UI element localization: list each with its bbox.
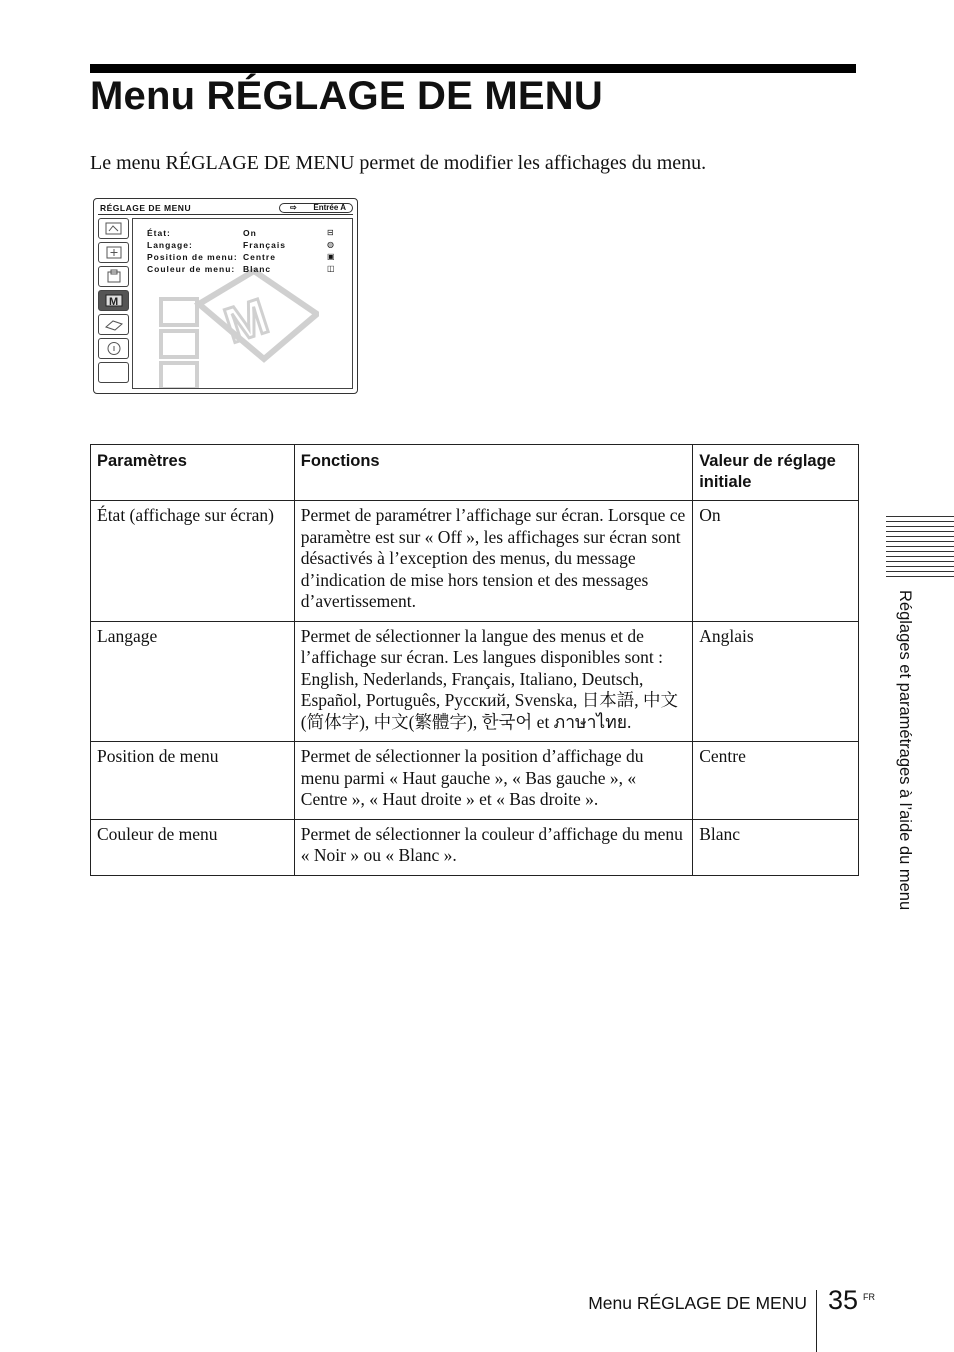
param-cell: Langage (91, 621, 295, 742)
value-cell: On (693, 501, 859, 622)
footer-divider (816, 1290, 817, 1352)
param-cell: État (affichage sur écran) (91, 501, 295, 622)
table-header-row (91, 445, 859, 501)
input-arrow-icon: ⇨ (290, 203, 297, 212)
osd-tab-column (98, 218, 131, 386)
function-cell: Permet de sélectionner la langue des menus et de l’affichage sur écran. Les langues disponibles sont : English, Nederlands, Français, Italiano, Deutsch, Español, Português, Pусский, Svenska, 日本語, 中文(简体字), 中文(繁體字), 한국어 et ภาษาไทย. (294, 621, 692, 742)
position-icon: ▣ (327, 252, 335, 261)
header-valeur: Valeur de réglage initiale (693, 445, 859, 501)
table-row (91, 621, 859, 742)
param-cell: Couleur de menu (91, 819, 295, 875)
color-icon: ◫ (327, 264, 335, 273)
adjust-tab-icon (98, 242, 129, 263)
blank-tab (98, 362, 129, 383)
header-fonctions: Fonctions (294, 445, 692, 501)
parameters-table (90, 444, 859, 876)
osd-row-couleur: Couleur de menu: Blanc (147, 264, 272, 274)
language-icon: ◍ (327, 240, 334, 249)
osd-row-langage: Langage: Français (147, 240, 286, 250)
info-tab-icon (98, 338, 129, 359)
intro-text: Le menu RÉGLAGE DE MENU permet de modifier les affichages du menu. (90, 152, 707, 174)
side-chapter-label: Réglages et paramétrages à l’aide du menu (896, 590, 914, 911)
osd-row-etat: État: On (147, 228, 257, 238)
osd-divider (98, 214, 353, 215)
input-tab-icon (98, 266, 129, 287)
installation-tab-icon (98, 314, 129, 335)
menu-setting-tab-icon (98, 290, 129, 311)
page-title: Menu RÉGLAGE DE MENU (90, 74, 603, 118)
menu-watermark-icon (159, 259, 319, 389)
osd-header: RÉGLAGE DE MENU (100, 203, 192, 213)
table-row (91, 742, 859, 820)
header-parametres: Paramètres (91, 445, 295, 501)
osd-input-indicator (279, 203, 353, 213)
osd-row-position: Position de menu: Centre (147, 252, 276, 262)
page-language-code: FR (863, 1292, 875, 1302)
function-cell: Permet de sélectionner la couleur d’affichage du menu « Noir » ou « Blanc ». (294, 819, 692, 875)
function-cell: Permet de sélectionner la position d’affichage du menu parmi « Haut gauche », « Bas gauche », « Centre », « Haut droite » et « Bas droite ». (294, 742, 692, 820)
table-row (91, 501, 859, 622)
osd-panel (132, 218, 353, 389)
top-rule (90, 64, 856, 73)
page-number: 35 (828, 1285, 859, 1315)
picture-tab-icon (98, 218, 129, 239)
svg-text:M: M (109, 296, 119, 308)
footer-section-title: Menu RÉGLAGE DE MENU (588, 1293, 807, 1313)
side-tab-stripes (886, 516, 954, 580)
osd-input-label: Entrée A (313, 203, 346, 212)
table-row (91, 819, 859, 875)
value-cell: Blanc (693, 819, 859, 875)
param-cell: Position de menu (91, 742, 295, 820)
screen-icon: ⊟ (327, 228, 334, 237)
value-cell: Centre (693, 742, 859, 820)
svg-text:M: M (217, 287, 275, 354)
osd-menu-screen (93, 198, 358, 394)
function-cell: Permet de paramétrer l’affichage sur écran. Lorsque ce paramètre est sur « Off », les affichages sur écran sont désactivés à l’exception des menus, du message d’indication de mise hors tension et des messages d’avertissement. (294, 501, 692, 622)
value-cell: Anglais (693, 621, 859, 742)
